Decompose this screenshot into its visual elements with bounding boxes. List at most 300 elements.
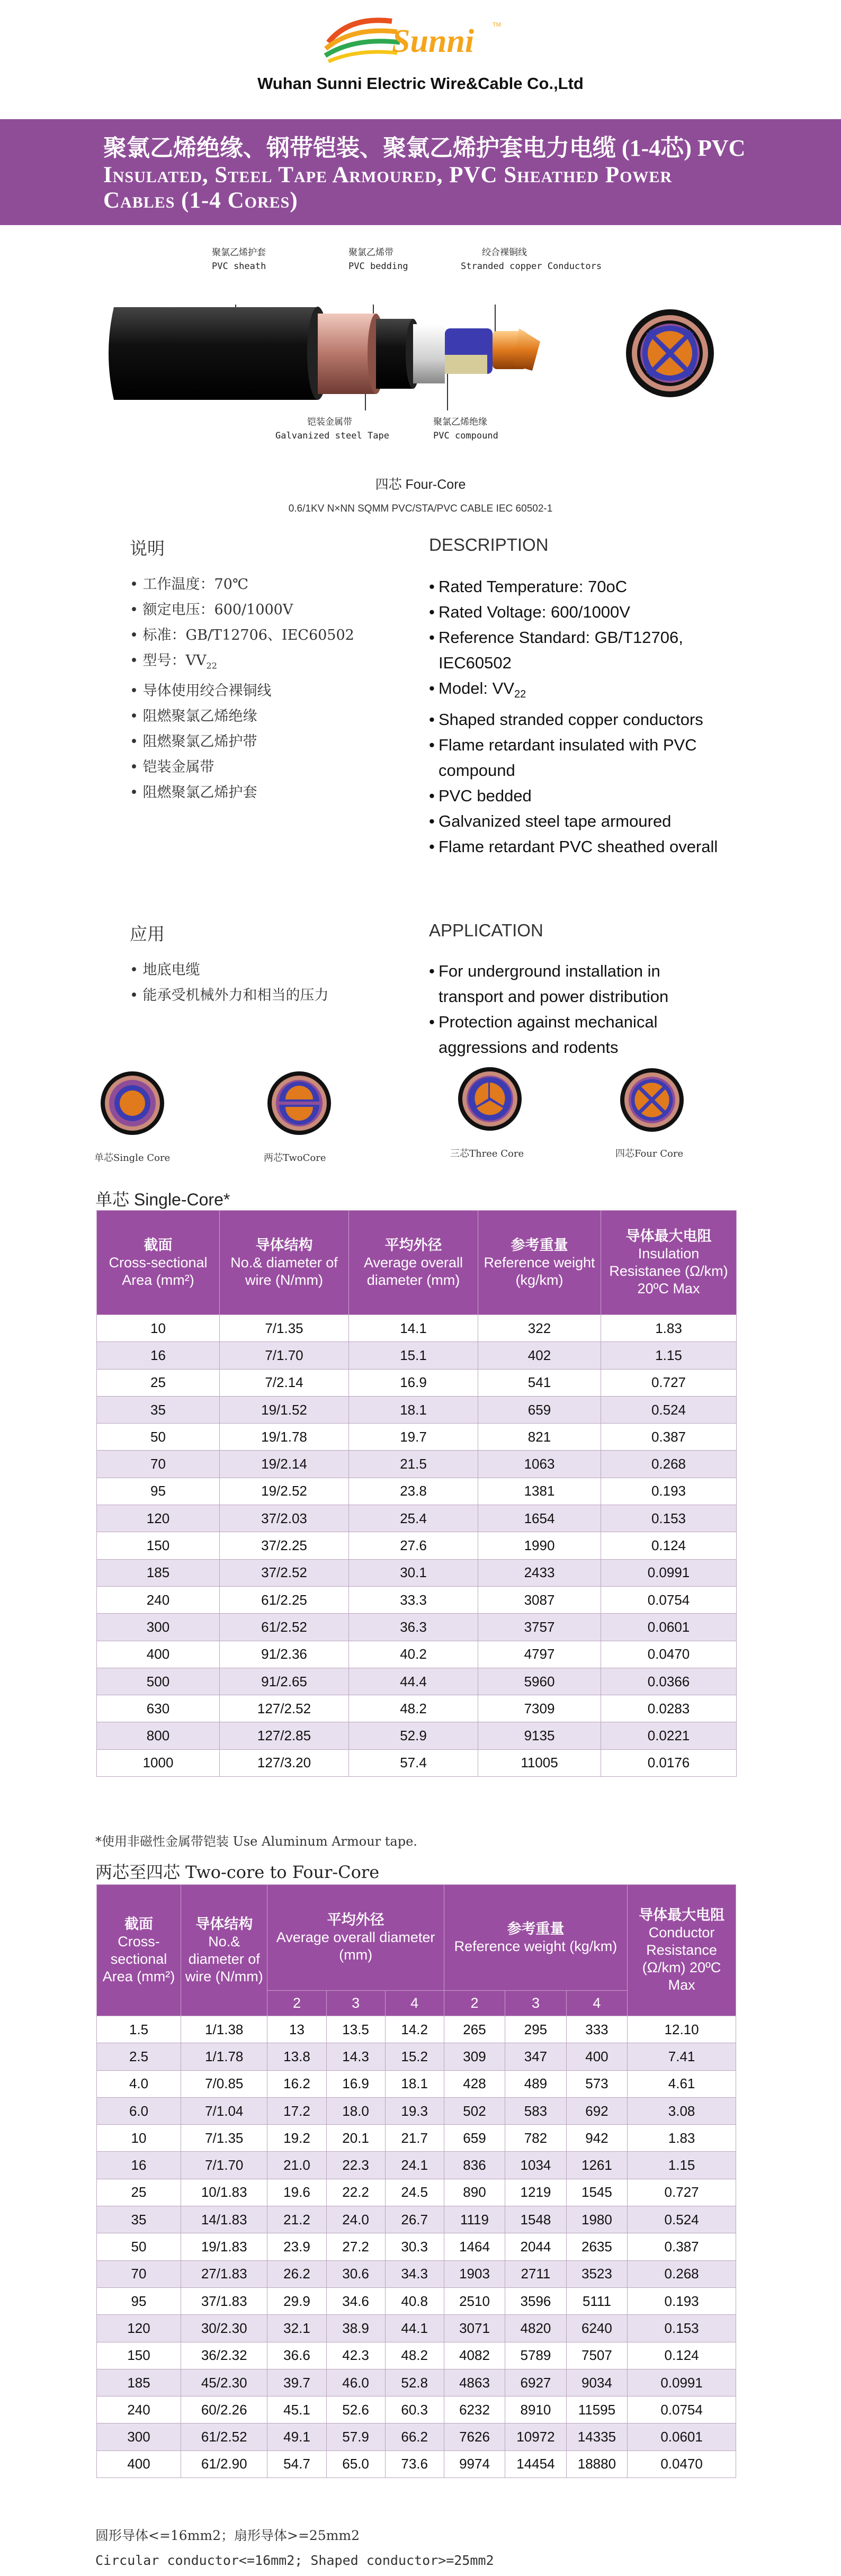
table-cell: 23.8 — [349, 1478, 478, 1505]
table-cell: 0.153 — [601, 1505, 737, 1532]
table-row — [97, 2287, 736, 2314]
table-row — [97, 1695, 737, 1722]
table-cell: 4.61 — [628, 2070, 736, 2097]
table-cell: 37/1.83 — [181, 2287, 267, 2314]
table-cell: 20.1 — [326, 2125, 385, 2152]
table-row — [97, 1532, 737, 1559]
table-cell: 2635 — [566, 2233, 627, 2260]
table-cell: 60/2.26 — [181, 2396, 267, 2423]
table-cell: 1261 — [566, 2152, 627, 2179]
table-cell: 18880 — [566, 2450, 627, 2477]
table-cell: 10 — [97, 1315, 220, 1342]
application-list-cn — [130, 958, 329, 1008]
table-row — [97, 1641, 737, 1668]
table-cell: 13.5 — [326, 2016, 385, 2043]
subheader-cores: 4 — [566, 1991, 627, 2016]
table-cell: 1903 — [444, 2260, 505, 2287]
table-cell: 30.1 — [349, 1559, 478, 1586]
table-cell: 50 — [97, 1424, 220, 1451]
table-row — [97, 1315, 737, 1342]
table-cell: 1.15 — [628, 2152, 736, 2179]
table-cell: 21.7 — [385, 2125, 444, 2152]
table-cell: 0.727 — [628, 2179, 736, 2206]
table-cell: 30.6 — [326, 2260, 385, 2287]
table-cell: 14454 — [505, 2450, 566, 2477]
table-cell: 0.193 — [601, 1478, 737, 1505]
table-row — [97, 1614, 737, 1641]
table-cell: 400 — [97, 1641, 220, 1668]
table-cell: 127/3.20 — [220, 1749, 349, 1776]
table-cell: 240 — [97, 2396, 181, 2423]
table-cell: 782 — [505, 2125, 566, 2152]
table-cell: 2510 — [444, 2287, 505, 2314]
multi-core-table-body — [97, 2016, 736, 2478]
single-core-table-title: 单芯 Single-Core* — [95, 1190, 230, 1209]
table-cell: 7/1.70 — [220, 1342, 349, 1369]
table-cell: 14/1.83 — [181, 2206, 267, 2233]
list-item: • Flame retardant PVC sheathed overall — [429, 837, 718, 856]
table-cell: 4.0 — [97, 2070, 181, 2097]
table-cell: 9034 — [566, 2369, 627, 2396]
table-cell: 0.0991 — [628, 2369, 736, 2396]
multi-core-table-title: 两芯至四芯 Two-core to Four-Core — [95, 1862, 380, 1882]
table-cell: 836 — [444, 2152, 505, 2179]
list-item: • 工作温度：70℃ — [130, 576, 249, 593]
table-row — [97, 2152, 736, 2179]
table-cell: 1545 — [566, 2179, 627, 2206]
three-core-icon — [457, 1066, 523, 1132]
table-cell: 502 — [444, 2097, 505, 2124]
table-cell: 36.6 — [267, 2342, 326, 2369]
table-cell: 37/2.52 — [220, 1559, 349, 1586]
list-item: • 型号：$VV_{22}$ — [130, 652, 217, 671]
table-cell: 4820 — [505, 2315, 566, 2342]
table-cell: 11595 — [566, 2396, 627, 2423]
callout-steel-tape: 铠装金属带 Galvanized steel Tape — [275, 417, 389, 441]
table-cell: 32.1 — [267, 2315, 326, 2342]
table-cell: 15.1 — [349, 1342, 478, 1369]
table-cell: 7/1.04 — [181, 2097, 267, 2124]
header-cross-section: 截面 Cross-sectional Area (mm²) — [97, 1211, 220, 1315]
table-cell: 44.4 — [349, 1668, 478, 1695]
list-item: • Reference Standard: GB/T12706, IEC60502 — [429, 628, 683, 672]
description-title-cn: 说明 — [130, 539, 165, 558]
table-cell: 9135 — [478, 1722, 601, 1749]
table-row — [97, 1451, 737, 1478]
table-cell: 3596 — [505, 2287, 566, 2314]
table-row — [97, 1586, 737, 1613]
list-item: • 标准：GB/T12706、IEC60502 — [130, 627, 354, 643]
table-cell: 18.0 — [326, 2097, 385, 2124]
table-cell: 70 — [97, 1451, 220, 1478]
table-cell: 15.2 — [385, 2043, 444, 2070]
table-cell: 26.7 — [385, 2206, 444, 2233]
table-cell: 60.3 — [385, 2396, 444, 2423]
table-cell: 300 — [97, 1614, 220, 1641]
table-cell: 33.3 — [349, 1586, 478, 1613]
table-cell: 0.524 — [628, 2206, 736, 2233]
table-cell: 3523 — [566, 2260, 627, 2287]
table-cell: 7626 — [444, 2423, 505, 2450]
table-cell: 25.4 — [349, 1505, 478, 1532]
table-row — [97, 2016, 736, 2043]
list-item: • 铠装金属带 — [130, 759, 214, 776]
table-cell: 7/1.70 — [181, 2152, 267, 2179]
table-cell: 659 — [478, 1396, 601, 1423]
table-cell: 0.727 — [601, 1369, 737, 1396]
table-row — [97, 2233, 736, 2260]
table-cell: 0.268 — [601, 1451, 737, 1478]
table-cell: 6232 — [444, 2396, 505, 2423]
table-cell: 36/2.32 — [181, 2342, 267, 2369]
table-cell: 19.7 — [349, 1424, 478, 1451]
table-cell: 4797 — [478, 1641, 601, 1668]
table-cell: 61/2.90 — [181, 2450, 267, 2477]
table-cell: 19/1.52 — [220, 1396, 349, 1423]
table-cell: 3757 — [478, 1614, 601, 1641]
table-cell: 120 — [97, 2315, 181, 2342]
description-title-en: DESCRIPTION — [429, 535, 549, 554]
list-item: • For underground installation in transport and power distribution — [429, 962, 669, 1006]
table-cell: 240 — [97, 1586, 220, 1613]
table-cell: 0.153 — [628, 2315, 736, 2342]
table-cell: 541 — [478, 1369, 601, 1396]
table-cell: 1000 — [97, 1749, 220, 1776]
list-item: • Flame retardant insulated with PVC compound — [429, 736, 697, 780]
table-cell: 29.9 — [267, 2287, 326, 2314]
conductor-note-cn: 圆形导体<=16mm2；扇形导体>=25mm2 — [95, 2528, 360, 2543]
table-row — [97, 2315, 736, 2342]
table-cell: 38.9 — [326, 2315, 385, 2342]
table-cell: 1119 — [444, 2206, 505, 2233]
table-cell: 48.2 — [385, 2342, 444, 2369]
table-cell: 22.2 — [326, 2179, 385, 2206]
header-conductor: 导体结构 No.& diameter of wire (N/mm) — [181, 1885, 267, 2016]
table-cell: 13 — [267, 2016, 326, 2043]
table-cell: 10 — [97, 2125, 181, 2152]
table-cell: 18.1 — [349, 1396, 478, 1423]
list-item: • Protection against mechanical aggressions and rodents — [429, 1013, 658, 1057]
table-cell: 25 — [97, 1369, 220, 1396]
table-cell: 1464 — [444, 2233, 505, 2260]
subheader-cores: 3 — [505, 1991, 566, 2016]
table-cell: 5111 — [566, 2287, 627, 2314]
table-cell: 61/2.52 — [181, 2423, 267, 2450]
list-item: • Shaped stranded copper conductors — [429, 710, 703, 729]
table-cell: 19.6 — [267, 2179, 326, 2206]
table-cell: 3.08 — [628, 2097, 736, 2124]
table-cell: 30/2.30 — [181, 2315, 267, 2342]
table-cell: 39.7 — [267, 2369, 326, 2396]
table-cell: 19/2.14 — [220, 1451, 349, 1478]
table-cell: 1548 — [505, 2206, 566, 2233]
table-cell: 34.6 — [326, 2287, 385, 2314]
subheader-cores: 2 — [267, 1991, 326, 2016]
title-bar — [0, 119, 841, 225]
table-cell: 24.5 — [385, 2179, 444, 2206]
table-cell: 36.3 — [349, 1614, 478, 1641]
callout-pvc-bedding: 聚氯乙烯带 PVC bedding — [348, 247, 408, 272]
title-en-line3: Cables (1-4 Cores) — [103, 188, 298, 213]
table-cell: 0.0221 — [601, 1722, 737, 1749]
table-cell: 0.0601 — [628, 2423, 736, 2450]
description-list-cn — [130, 572, 354, 806]
list-item: • Rated Voltage: 600/1000V — [429, 603, 630, 621]
table-cell: 66.2 — [385, 2423, 444, 2450]
table-cell: 659 — [444, 2125, 505, 2152]
table-cell: 1.83 — [628, 2125, 736, 2152]
table-cell: 3087 — [478, 1586, 601, 1613]
table-cell: 12.10 — [628, 2016, 736, 2043]
table-cell: 19.2 — [267, 2125, 326, 2152]
table-row — [97, 2450, 736, 2477]
table-cell: 14.1 — [349, 1315, 478, 1342]
table-cell: 942 — [566, 2125, 627, 2152]
table-cell: 5789 — [505, 2342, 566, 2369]
table-cell: 11005 — [478, 1749, 601, 1776]
header-conductor: 导体结构 No.& diameter of wire (N/mm) — [220, 1211, 349, 1315]
table-cell: 2711 — [505, 2260, 566, 2287]
table-cell: 120 — [97, 1505, 220, 1532]
table-cell: 65.0 — [326, 2450, 385, 2477]
table-cell: 185 — [97, 2369, 181, 2396]
list-item: • 导体使用绞合裸铜线 — [130, 683, 272, 700]
table-cell: 7.41 — [628, 2043, 736, 2070]
sunni-logo-icon — [318, 5, 530, 69]
table-cell: 30.3 — [385, 2233, 444, 2260]
single-core-note: *使用非磁性金属带铠装 Use Aluminum Armour tape. — [95, 1834, 417, 1849]
table-cell: 27/1.83 — [181, 2260, 267, 2287]
list-item: • 阻燃聚氯乙烯绝缘 — [130, 708, 257, 725]
table-cell: 7/1.35 — [220, 1315, 349, 1342]
table-cell: 16.9 — [326, 2070, 385, 2097]
table-cell: 17.2 — [267, 2097, 326, 2124]
table-cell: 24.0 — [326, 2206, 385, 2233]
table-row — [97, 2043, 736, 2070]
table-cell: 1/1.78 — [181, 2043, 267, 2070]
table-cell: 16.9 — [349, 1369, 478, 1396]
table-cell: 27.2 — [326, 2233, 385, 2260]
table-cell: 0.0470 — [628, 2450, 736, 2477]
list-item: • 能承受机械外力和相当的压力 — [130, 987, 329, 1004]
table-cell: 500 — [97, 1668, 220, 1695]
table-cell: 1219 — [505, 2179, 566, 2206]
list-item: • 地底电缆 — [130, 962, 200, 978]
table-cell: 37/2.03 — [220, 1505, 349, 1532]
table-cell: 7507 — [566, 2342, 627, 2369]
table-cell: 19.3 — [385, 2097, 444, 2124]
table-row — [97, 1396, 737, 1423]
table-cell: 95 — [97, 2287, 181, 2314]
application-title-cn: 应用 — [130, 924, 165, 944]
table-cell: 0.0754 — [628, 2396, 736, 2423]
table-cell: 7/1.35 — [181, 2125, 267, 2152]
table-cell: 19/1.78 — [220, 1424, 349, 1451]
table-cell: 35 — [97, 1396, 220, 1423]
table-cell: 45/2.30 — [181, 2369, 267, 2396]
list-item: • Galvanized steel tape armoured — [429, 812, 672, 831]
table-cell: 400 — [566, 2043, 627, 2070]
callout-pvc-compound: 聚氯乙烯绝缘 PVC compound — [433, 417, 498, 441]
table-cell: 295 — [505, 2016, 566, 2043]
table-cell: 48.2 — [349, 1695, 478, 1722]
table-cell: 46.0 — [326, 2369, 385, 2396]
table-cell: 1980 — [566, 2206, 627, 2233]
table-cell: 6.0 — [97, 2097, 181, 2124]
logo-tm: TM — [493, 22, 501, 28]
table-cell: 26.2 — [267, 2260, 326, 2287]
table-cell: 322 — [478, 1315, 601, 1342]
table-cell: 692 — [566, 2097, 627, 2124]
header-cross-section: 截面 Cross-sectional Area (mm²) — [97, 1885, 181, 2016]
table-cell: 800 — [97, 1722, 220, 1749]
table-cell: 21.2 — [267, 2206, 326, 2233]
single-core-caption: 单芯Single Core — [94, 1152, 171, 1164]
table-cell: 890 — [444, 2179, 505, 2206]
table-cell: 4082 — [444, 2342, 505, 2369]
table-cell: 402 — [478, 1342, 601, 1369]
table-row — [97, 1559, 737, 1586]
table-cell: 185 — [97, 1559, 220, 1586]
table-row — [97, 2423, 736, 2450]
table-cell: 400 — [97, 2450, 181, 2477]
table-cell: 52.9 — [349, 1722, 478, 1749]
header-weight: 参考重量 Reference weight (kg/km) — [478, 1211, 601, 1315]
single-core-icon — [99, 1070, 166, 1137]
table-cell: 821 — [478, 1424, 601, 1451]
table-cell: 34.3 — [385, 2260, 444, 2287]
table-row — [97, 1342, 737, 1369]
cable-spec: 0.6/1KV N×NN SQMM PVC/STA/PVC CABLE IEC 60502-1 — [288, 503, 553, 514]
subheader-cores: 3 — [326, 1991, 385, 2016]
two-core-icon — [266, 1070, 333, 1137]
table-cell: 52.6 — [326, 2396, 385, 2423]
table-cell: 347 — [505, 2043, 566, 2070]
table-cell: 16 — [97, 2152, 181, 2179]
header-resistance: 导体最大电阻 Conductor Resistance (Ω/km) 20ºC Max — [628, 1885, 736, 2016]
title-cn: 聚氯乙烯绝缘、钢带铠装、聚氯乙烯护套电力电缆 (1-4芯) PVC — [103, 135, 746, 161]
table-cell: 0.193 — [628, 2287, 736, 2314]
table-cell: 150 — [97, 2342, 181, 2369]
callout-pvc-sheath: 聚氯乙烯护套 PVC sheath — [212, 247, 266, 272]
table-cell: 57.9 — [326, 2423, 385, 2450]
four-core-icon — [619, 1067, 685, 1133]
table-cell: 333 — [566, 2016, 627, 2043]
table-row — [97, 2260, 736, 2287]
table-row — [97, 2396, 736, 2423]
table-cell: 127/2.85 — [220, 1722, 349, 1749]
table-cell: 150 — [97, 1532, 220, 1559]
table-cell: 0.0176 — [601, 1749, 737, 1776]
table-cell: 14335 — [566, 2423, 627, 2450]
table-row — [97, 2369, 736, 2396]
table-row — [97, 2097, 736, 2124]
table-cell: 7309 — [478, 1695, 601, 1722]
table-cell: 52.8 — [385, 2369, 444, 2396]
table-cell: 16.2 — [267, 2070, 326, 2097]
table-cell: 5960 — [478, 1668, 601, 1695]
list-item: • Rated Temperature: 70oC — [429, 577, 628, 596]
table-cell: 14.3 — [326, 2043, 385, 2070]
application-title-en: APPLICATION — [429, 920, 543, 940]
table-cell: 1.5 — [97, 2016, 181, 2043]
table-cell: 0.0366 — [601, 1668, 737, 1695]
table-cell: 61/2.52 — [220, 1614, 349, 1641]
three-core-caption: 三芯Three Core — [450, 1148, 524, 1159]
table-cell: 73.6 — [385, 2450, 444, 2477]
logo-text: Sunni — [392, 23, 475, 59]
table-cell: 45.1 — [267, 2396, 326, 2423]
table-row — [97, 2179, 736, 2206]
table-cell: 35 — [97, 2206, 181, 2233]
table-row — [97, 1369, 737, 1396]
table-row — [97, 1722, 737, 1749]
table-cell: 10972 — [505, 2423, 566, 2450]
cable-cross-section-icon — [626, 309, 714, 397]
single-core-table — [96, 1210, 737, 1777]
multi-core-table — [96, 1884, 736, 2478]
table-cell: 1.15 — [601, 1342, 737, 1369]
table-cell: 70 — [97, 2260, 181, 2287]
header-diameter: 平均外径 Average overall diameter (mm) — [349, 1211, 478, 1315]
table-cell: 573 — [566, 2070, 627, 2097]
table-cell: 13.8 — [267, 2043, 326, 2070]
table-row — [97, 2342, 736, 2369]
title-en-line2: Insulated, Steel Tape Armoured, PVC Sheathed Power — [103, 163, 673, 187]
table-cell: 91/2.36 — [220, 1641, 349, 1668]
table-cell: 0.387 — [601, 1424, 737, 1451]
table-cell: 57.4 — [349, 1749, 478, 1776]
table-cell: 61/2.25 — [220, 1586, 349, 1613]
table-cell: 2044 — [505, 2233, 566, 2260]
table-cell: 14.2 — [385, 2016, 444, 2043]
cable-cutaway-drawing — [101, 275, 736, 418]
table-cell: 127/2.52 — [220, 1695, 349, 1722]
table-cell: 50 — [97, 2233, 181, 2260]
table-cell: 0.524 — [601, 1396, 737, 1423]
application-list-en — [429, 959, 694, 1060]
table-cell: 0.124 — [601, 1532, 737, 1559]
table-cell: 24.1 — [385, 2152, 444, 2179]
table-cell: 0.0991 — [601, 1559, 737, 1586]
table-cell: 1381 — [478, 1478, 601, 1505]
table-row — [97, 2125, 736, 2152]
table-cell: 9974 — [444, 2450, 505, 2477]
table-cell: 4863 — [444, 2369, 505, 2396]
table-cell: 6927 — [505, 2369, 566, 2396]
table-cell: 300 — [97, 2423, 181, 2450]
table-cell: 8910 — [505, 2396, 566, 2423]
description-list-en — [429, 574, 726, 860]
table-cell: 25 — [97, 2179, 181, 2206]
table-cell: 19/1.83 — [181, 2233, 267, 2260]
table-cell: 309 — [444, 2043, 505, 2070]
subheader-cores: 4 — [385, 1991, 444, 2016]
table-cell: 0.268 — [628, 2260, 736, 2287]
subheader-cores: 2 — [444, 1991, 505, 2016]
table-cell: 1063 — [478, 1451, 601, 1478]
header — [0, 0, 841, 119]
table-cell: 19/2.52 — [220, 1478, 349, 1505]
table-cell: 22.3 — [326, 2152, 385, 2179]
conductor-note-en: Circular conductor<=16mm2; Shaped conductor>=25mm2 — [95, 2553, 494, 2568]
table-cell: 3071 — [444, 2315, 505, 2342]
table-cell: 0.0283 — [601, 1695, 737, 1722]
table-cell: 2433 — [478, 1559, 601, 1586]
header-resistance: 导体最大电阻 Insulation Resistanee (Ω/km) 20ºC Max — [601, 1211, 737, 1315]
table-cell: 0.0470 — [601, 1641, 737, 1668]
table-cell: 37/2.25 — [220, 1532, 349, 1559]
